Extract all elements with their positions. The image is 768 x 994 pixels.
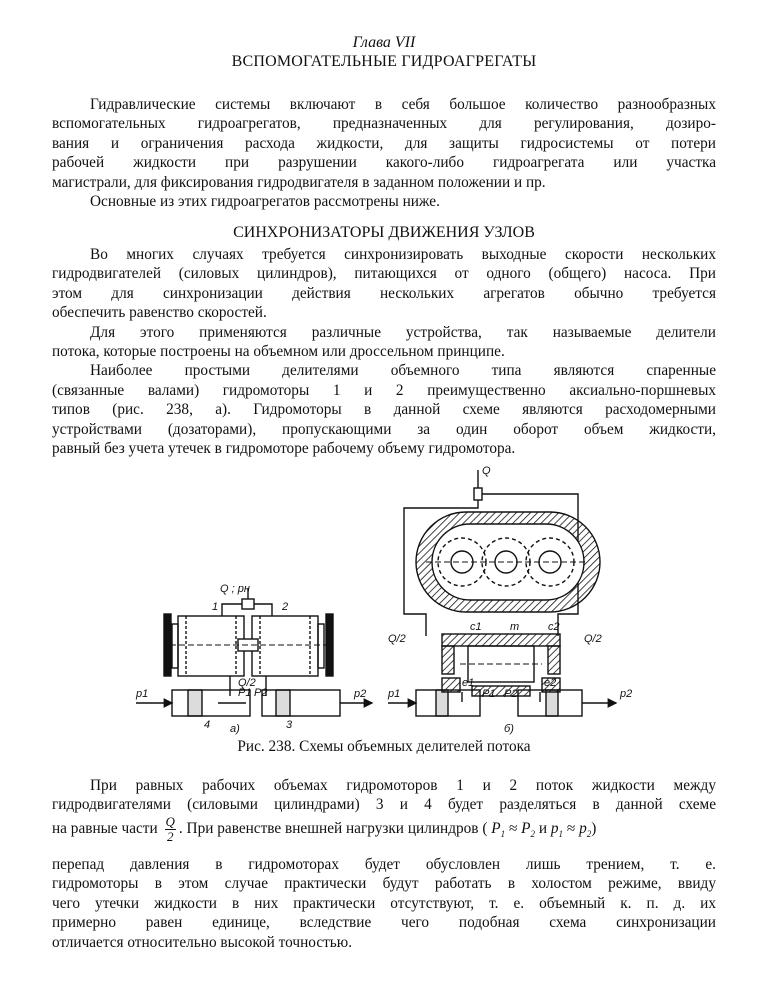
text-line: гидромоторы в этом случае практически будут работать в холостом режиме, ввиду: [52, 875, 716, 893]
fig-label: P2: [254, 687, 268, 699]
body-paragraph: [52, 245, 716, 458]
text-line: равный без учета утечек в гидромоторе рабочему объему гидромотора.: [52, 439, 516, 457]
text-line: чего утечки жидкости в них практически отсутствуют, т. е. объемный к. п. д. их: [52, 894, 716, 912]
fig-label: p1: [388, 688, 401, 700]
formula-middle: . При равенстве внешней нагрузки цилиндров (: [178, 820, 488, 838]
fig-label: б): [504, 723, 514, 735]
fraction-q-over-2: [165, 815, 176, 844]
intro-paragraph: [52, 95, 716, 211]
figure-238-diagram: [126, 464, 646, 736]
text-line: вания и ограничения расхода жидкости, для защиты гидросистемы от потери: [52, 134, 716, 152]
text-line: Гидравлические системы включают в себя большое количество разнообразных: [90, 96, 716, 113]
text-line: магистрали, для фиксирования гидродвигателя в заданном положении и пр.: [52, 173, 546, 191]
fig-label: p2: [354, 688, 367, 700]
fig-label: e2: [544, 677, 557, 689]
fig-label: e1: [462, 677, 475, 689]
fig-label: 4: [204, 719, 211, 731]
text-line: перепад давления в гидромоторах будет обусловлен лишь трением, т. е.: [52, 856, 716, 873]
formula-close: ): [591, 820, 597, 838]
formula-prefix: на равные части: [52, 820, 158, 838]
text-line: гидродвигателей (силовых цилиндров), питающихся от одного (общего) насоса. При: [52, 265, 716, 283]
fraction-denominator: 2: [166, 829, 174, 844]
formula-and: и: [538, 820, 548, 838]
text-line: отличается относительно высокой точностью.: [52, 933, 353, 951]
chapter-title: ВСПОМОГАТЕЛЬНЫЕ ГИДРОАГРЕГАТЫ: [231, 53, 537, 70]
fig-label: c1: [470, 621, 482, 633]
fraction-numerator: Q: [165, 814, 175, 829]
formula-P2: $P_2$: [521, 820, 536, 840]
fig-label: Q/2: [584, 633, 602, 645]
text-line: Для этого применяются различные устройства, так называемые делители: [90, 323, 716, 341]
fig-label: m: [510, 621, 520, 633]
text-line: устройствами (дозаторами), пропускающими за один оборот объем жидкости,: [52, 420, 716, 438]
fig-label: P1: [482, 688, 496, 700]
text-line: рабочей жидкости при разрушении какого-либо гидроагрегата или участка: [52, 154, 716, 172]
chapter-heading: Глава VII: [352, 34, 416, 51]
fig-label: а): [230, 723, 240, 735]
text-line: Во многих случаях требуется синхронизировать выходные скорости нескольких: [90, 246, 716, 263]
text-line: потока, которые построены на объемном или дроссельном принципе.: [52, 342, 505, 360]
text-line: Наиболее простыми делителями объемного типа являются спаренные: [90, 362, 716, 380]
fig-label: 2: [282, 601, 289, 613]
text-line: Основные из этих гидроагрегатов рассмотрены ниже.: [90, 192, 440, 210]
fig-label: p1: [136, 688, 149, 700]
text-line: примерно равен единице, вследствие чего подобная схема синхронизации: [52, 914, 716, 932]
bottom-paragraph-1: [52, 776, 716, 815]
section-heading: СИНХРОНИЗАТОРЫ ДВИЖЕНИЯ УЗЛОВ: [233, 224, 535, 241]
text-line: При равных рабочих объемах гидромоторов 1 и 2 поток жидкости между: [90, 777, 716, 794]
fig-label: c2: [548, 621, 560, 633]
fig-label: p2: [620, 688, 633, 700]
figure-caption: Рис. 238. Схемы объемных делителей потока: [237, 738, 531, 755]
formula-p2: $p_2$: [579, 820, 592, 840]
fig-label: P2: [504, 688, 518, 700]
approx-sign: ≈: [566, 820, 576, 838]
fig-label: Q: [482, 465, 491, 477]
text-line: вспомогательных гидроагрегатов, предназначенных для регулирования, дозиро-: [52, 115, 716, 133]
fig-label: Q ; pн: [220, 583, 250, 595]
fig-label: Q/2: [388, 633, 406, 645]
fig-label: 3: [286, 719, 293, 731]
bottom-paragraph-2: [52, 855, 716, 952]
scheme-b: [388, 470, 616, 716]
approx-sign: ≈: [508, 820, 518, 838]
fig-label: 1: [212, 601, 219, 613]
formula-P1: $P_1$: [491, 820, 506, 840]
text-line: гидродвигателями (силовыми цилиндрами) 3 и 4 будет разделяться в данной схеме: [52, 796, 716, 814]
text-line: (связанные валами) гидромоторы 1 и 2 преимущественно аксиально-поршневых: [52, 381, 716, 399]
formula-line: [52, 815, 716, 853]
fig-label: Q/2: [238, 677, 256, 689]
text-line: обеспечить равенство скоростей.: [52, 304, 267, 322]
formula-p1: $p_1$: [550, 820, 564, 840]
text-line: этом для синхронизации действия нескольких агрегатов обычно требуется: [52, 284, 716, 302]
fig-label: P1: [238, 687, 252, 699]
text-line: типов (рис. 238, а). Гидромоторы в данной схеме являются расходомерными: [52, 401, 716, 419]
